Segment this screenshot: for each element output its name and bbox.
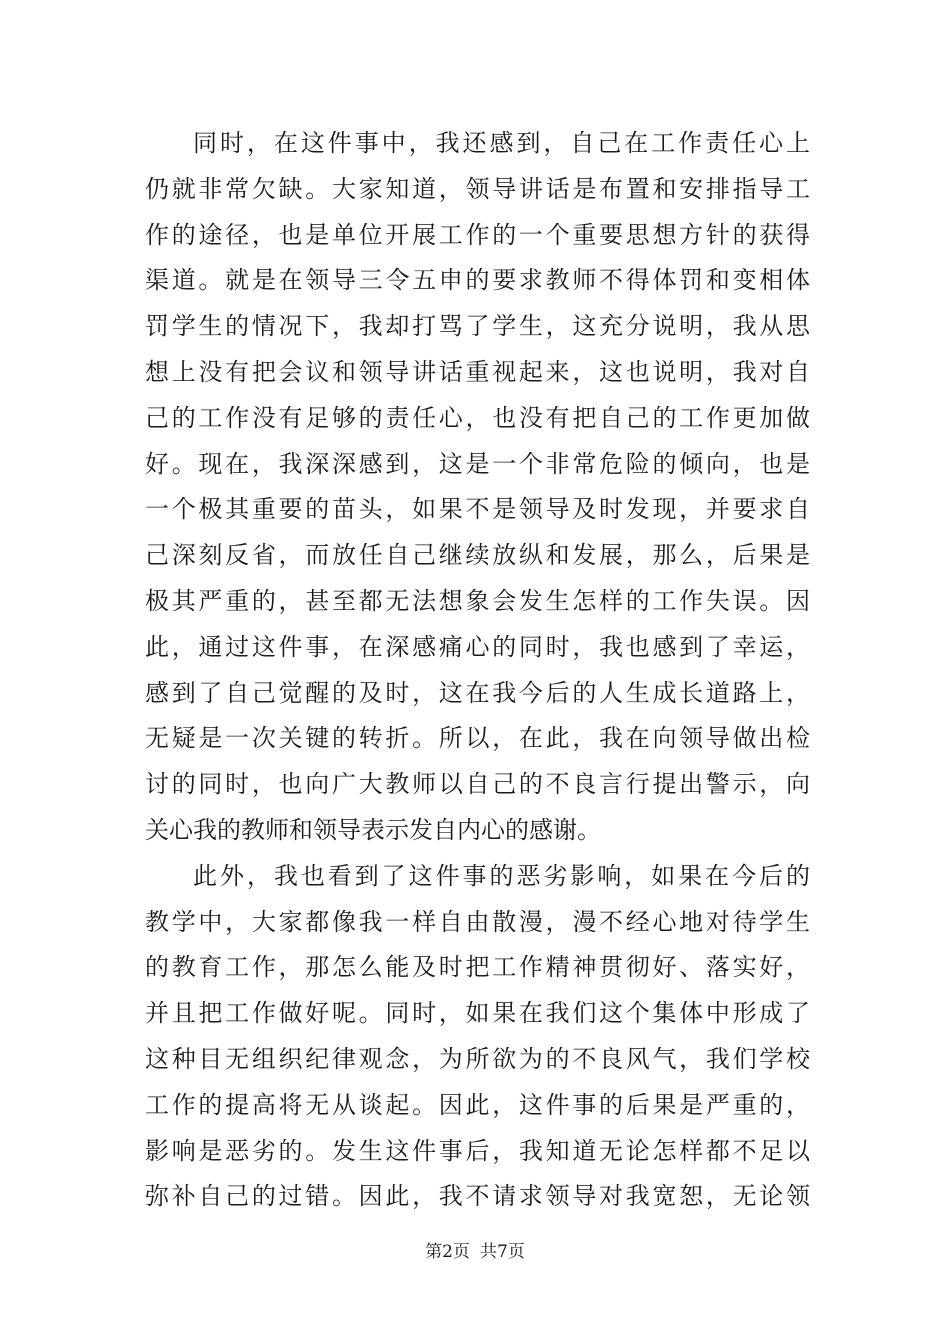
text-line: 工作的提高将无从谈起。因此，这件事的后果是严重的，: [145, 1090, 810, 1119]
page-number-total: 共7页: [480, 1242, 525, 1262]
paragraph: [145, 121, 810, 854]
text-line: 想上没有把会议和领导讲话重视起来，这也说明，我对自: [145, 357, 810, 386]
text-line: 好。现在，我深深感到，这是一个非常危险的倾向，也是: [145, 449, 810, 478]
text-line: 作的途径，也是单位开展工作的一个重要思想方针的获得: [145, 220, 810, 249]
text-line: 一个极其重要的苗头，如果不是领导及时发现，并要求自: [145, 495, 810, 524]
text-line: 感到了自己觉醒的及时，这在我今后的人生成长道路上，: [145, 678, 810, 707]
text-line: 渠道。就是在领导三令五申的要求教师不得体罚和变相体: [145, 266, 810, 295]
text-line: 这种目无组织纪律观念，为所欲为的不良风气，我们学校: [145, 1044, 810, 1073]
page-footer: [0, 1240, 950, 1264]
text-line: 的教育工作，那怎么能及时把工作精神贯彻好、落实好，: [145, 953, 810, 982]
text-line: 己的工作没有足够的责任心，也没有把自己的工作更加做: [145, 403, 810, 432]
text-line: 罚学生的情况下，我却打骂了学生，这充分说明，我从思: [145, 312, 810, 341]
text-line: 此外，我也看到了这件事的恶劣影响，如果在今后的: [193, 861, 810, 890]
text-line: 影响是恶劣的。发生这件事后，我知道无论怎样都不足以: [145, 1136, 810, 1165]
text-line: 此，通过这件事，在深感痛心的同时，我也感到了幸运，: [145, 632, 810, 661]
body-text: [145, 121, 810, 1220]
text-line: 关心我的教师和领导表示发自内心的感谢。: [145, 815, 601, 844]
text-line: 同时，在这件事中，我还感到，自己在工作责任心上: [193, 129, 810, 157]
page-number-current: 第2页: [425, 1242, 470, 1262]
text-line: 弥补自己的过错。因此，我不请求领导对我宽恕，无论领: [145, 1182, 810, 1211]
text-line: 己深刻反省，而放任自己继续放纵和发展，那么，后果是: [145, 541, 810, 570]
text-line: 极其严重的，甚至都无法想象会发生怎样的工作失误。因: [145, 586, 810, 615]
text-line: 无疑是一次关键的转折。所以，在此，我在向领导做出检: [145, 724, 810, 753]
text-line: 讨的同时，也向广大教师以自己的不良言行提出警示，向: [145, 770, 810, 799]
text-line: 仍就非常欠缺。大家知道，领导讲话是布置和安排指导工: [145, 174, 810, 203]
paragraph: [145, 854, 810, 1220]
text-line: 并且把工作做好呢。同时，如果在我们这个集体中形成了: [145, 999, 810, 1028]
text-line: 教学中，大家都像我一样自由散漫，漫不经心地对待学生: [145, 907, 810, 936]
